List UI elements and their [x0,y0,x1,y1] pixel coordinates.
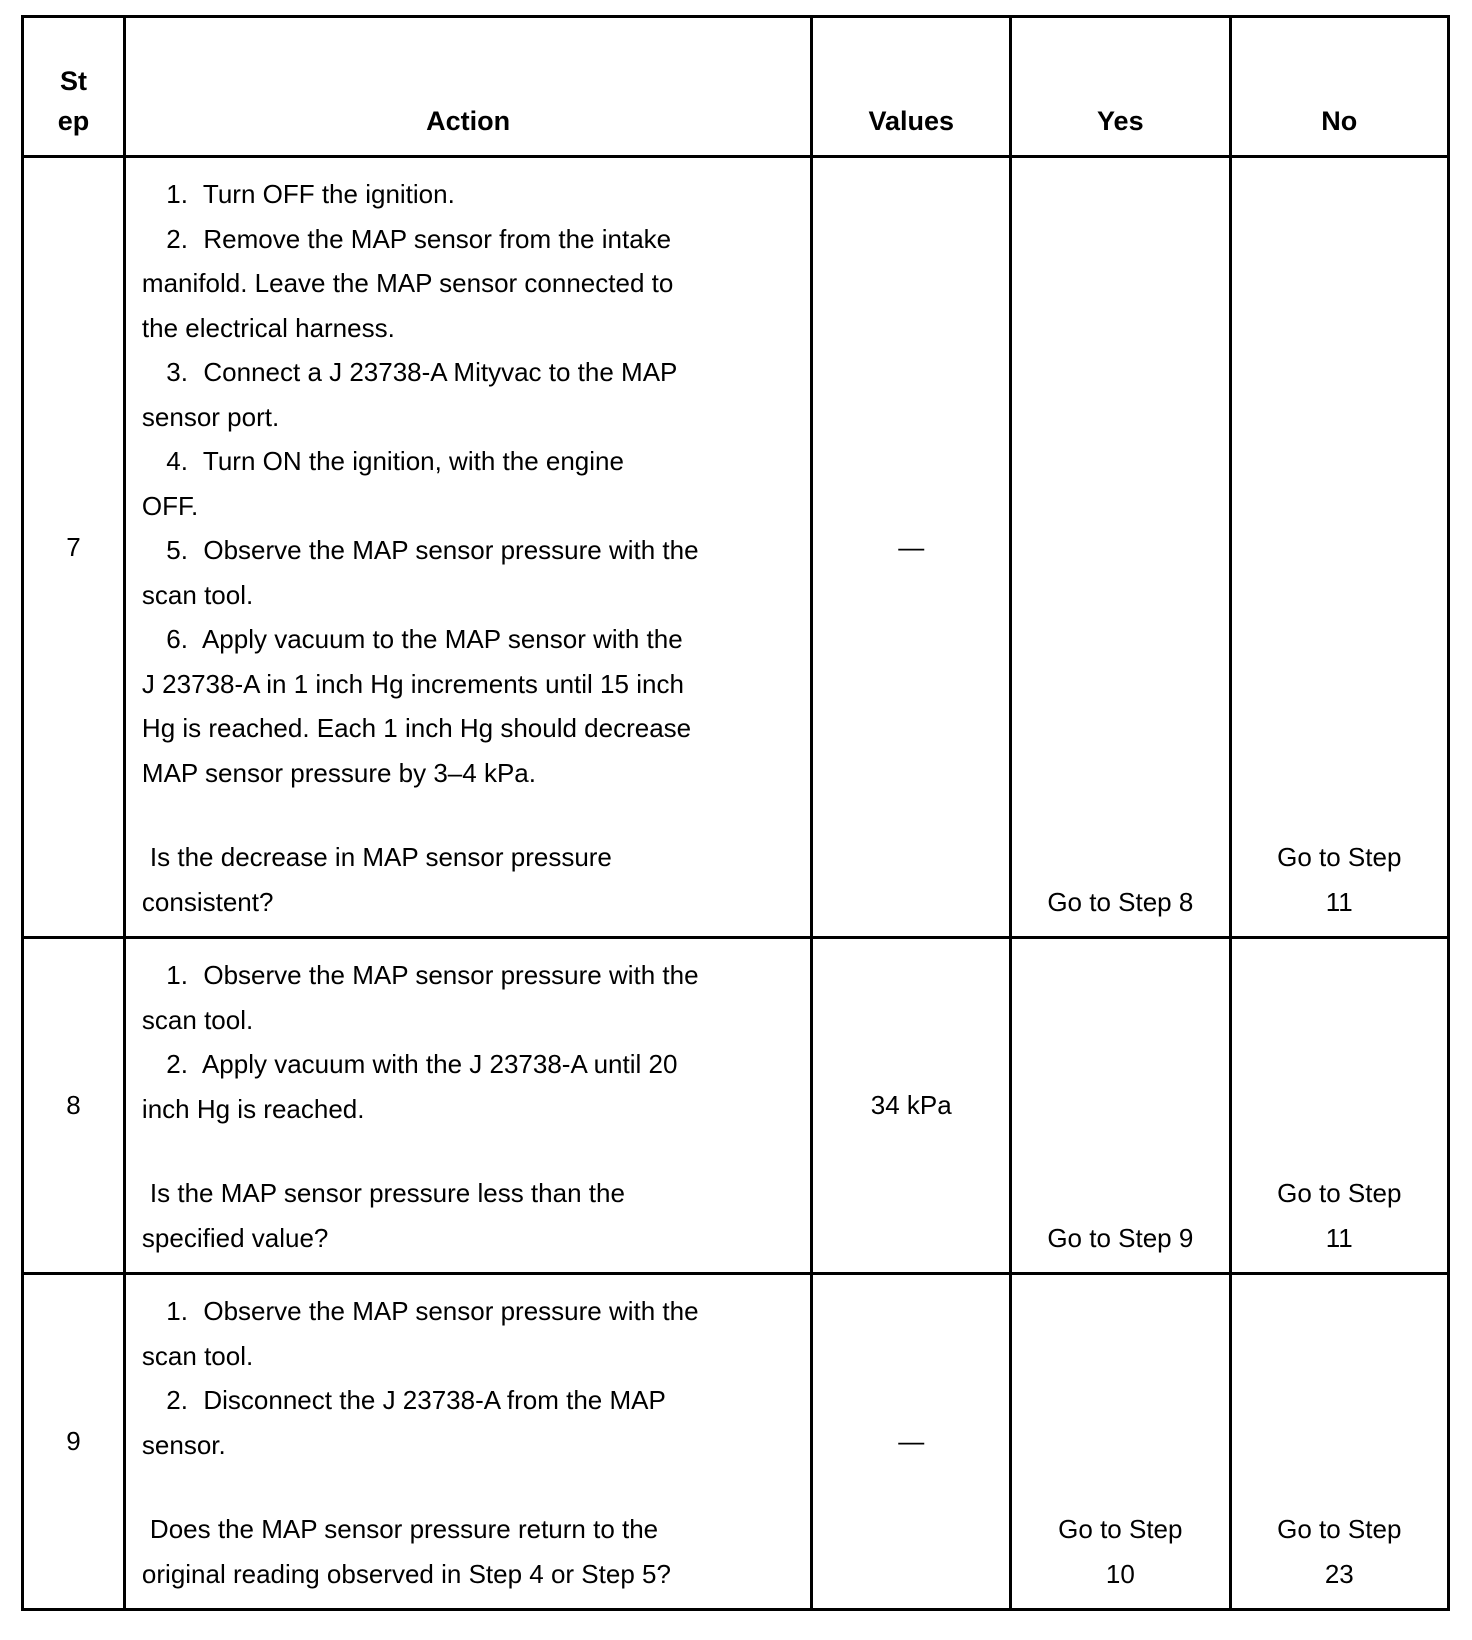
no-step: 11 [1325,886,1353,917]
action-line-text: Apply vacuum to the MAP sensor with the [201,624,683,654]
action-question-cont: original reading observed in Step 4 or Step 5? [141,1558,671,1589]
action-cell [124,157,812,938]
action-line-number: 1. [166,1296,188,1326]
action-line-text: OFF. [141,490,199,521]
value-cell: — [812,1274,1011,1610]
yes-step: Go to Step 9 [1047,1222,1194,1253]
header-step [23,17,125,157]
action-line [142,662,791,707]
action-line [142,484,791,529]
step-number: 8 [23,938,125,1274]
action-cell [124,1274,812,1610]
header-yes: Yes [1011,17,1230,157]
action-line [142,998,791,1043]
no-goto: Go to Step [1277,1178,1402,1208]
action-line-number: 4. [166,446,188,476]
action-line-text: manifold. Leave the MAP sensor connected to [141,268,674,298]
action-question-cont: consistent? [141,886,274,917]
no-step: 23 [1324,1558,1354,1589]
action-line-text: Hg is reached. Each 1 inch Hg should decrease [141,713,692,743]
step-number: 9 [23,1274,125,1610]
action-line [142,1378,791,1423]
action-line [142,172,791,217]
action-line-text: Connect a J 23738-A Mityvac to the MAP [203,357,678,387]
action-line-text: Turn OFF the ignition. [202,179,455,209]
no-cell [1230,938,1448,1274]
yes-cell [1011,157,1230,938]
action-line [142,261,791,306]
action-line-text: the electrical harness. [141,312,395,343]
action-line-text: Observe the MAP sensor pressure with the [203,535,699,565]
header-step-line1: St [59,66,87,96]
no-cell [1230,157,1448,938]
action-line-text: scan tool. [141,1340,254,1371]
action-line-text: Disconnect the J 23738-A from the MAP [203,1385,666,1415]
no-step: 11 [1325,1222,1353,1253]
action-line [142,617,791,662]
action-line [142,573,791,618]
action-question: Is the decrease in MAP sensor pressure [149,842,612,872]
value-cell: 34 kPa [812,938,1011,1274]
action-line-text: scan tool. [141,1004,254,1035]
action-line-text: J 23738-A in 1 inch Hg increments until 15 inch [141,668,684,699]
action-line [142,350,791,395]
no-cell [1230,1274,1448,1610]
action-line-text: Apply vacuum with the J 23738-A until 20 [201,1049,678,1079]
header-no: No [1230,17,1448,157]
header-action: Action [124,17,812,157]
action-line [142,706,791,751]
table-row [23,938,1449,1274]
action-line-text: Observe the MAP sensor pressure with the [203,1296,699,1326]
action-line-text: Turn ON the ignition, with the engine [202,446,624,476]
step-number: 7 [23,157,125,938]
action-line [142,395,791,440]
action-spacer [142,795,791,835]
action-line-number: 5. [166,535,188,565]
action-line-text: MAP sensor pressure by 3–4 kPa. [141,757,536,788]
table-body [23,157,1449,1610]
action-line [142,1087,791,1132]
action-line [142,1334,791,1379]
action-line [142,1423,791,1468]
action-spacer [142,1467,791,1507]
yes-goto: Go to Step [1058,1514,1183,1544]
action-line-text: Remove the MAP sensor from the intake [203,223,672,254]
no-goto: Go to Step [1277,1514,1402,1544]
action-question: Does the MAP sensor pressure return to the [149,1514,659,1544]
action-line [142,1042,791,1087]
yes-cell [1011,938,1230,1274]
action-cell [124,938,812,1274]
action-line [142,1289,791,1334]
action-line-number: 2. [166,1049,188,1079]
value-cell: — [812,157,1011,938]
action-line-number: 1. [166,960,188,990]
action-line-number: 3. [166,357,188,387]
action-line-text: scan tool. [141,579,254,610]
action-line-text: Observe the MAP sensor pressure with the [203,960,699,990]
header-values: Values [812,17,1011,157]
action-line [142,217,791,262]
yes-step: Go to Step 8 [1047,886,1194,917]
action-line-number: 2. [166,223,188,254]
action-line-text: sensor. [141,1429,226,1460]
yes-cell [1011,1274,1230,1610]
action-line-text: inch Hg is reached. [141,1093,365,1124]
no-goto: Go to Step [1277,842,1402,872]
action-line-number: 1. [166,179,188,209]
action-question-cont: specified value? [141,1222,329,1253]
action-question: Is the MAP sensor pressure less than the [149,1178,625,1208]
diagnostic-table [21,15,1450,1611]
action-line-number: 6. [166,624,188,654]
action-line [142,528,791,573]
action-line-text: sensor port. [141,401,280,432]
action-line [142,953,791,998]
table-row [23,157,1449,938]
header-row [23,17,1449,157]
header-step-line2: ep [57,106,90,136]
action-line-number: 2. [166,1385,188,1415]
action-line [142,306,791,351]
table-row [23,1274,1449,1610]
action-line [142,439,791,484]
action-spacer [142,1131,791,1171]
yes-step: 10 [1105,1558,1135,1589]
action-line [142,751,791,796]
